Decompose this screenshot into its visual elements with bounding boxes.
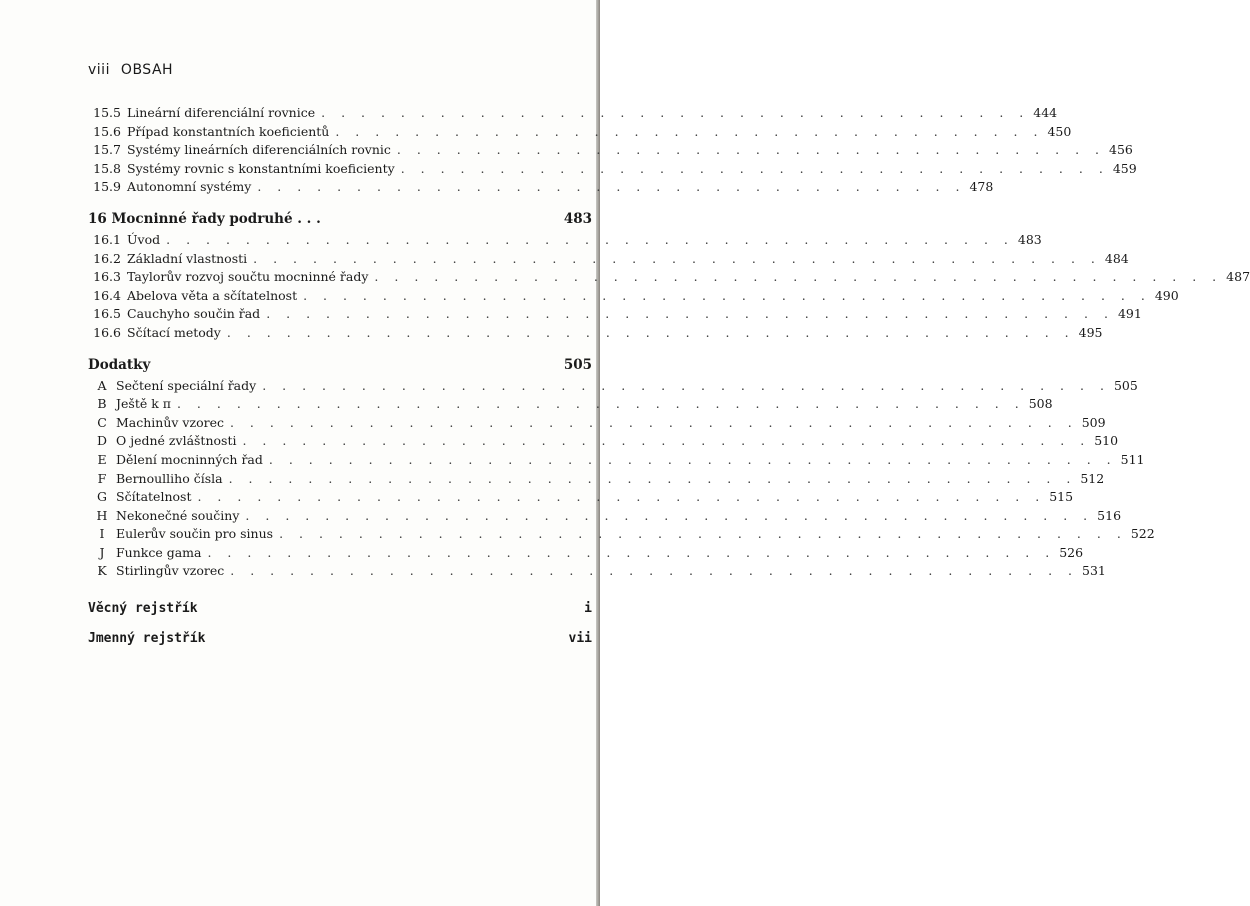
entry-title: Abelova věta a sčítatelnost bbox=[127, 287, 298, 303]
toc-entry bbox=[88, 544, 1084, 563]
entry-page: 512 bbox=[1080, 470, 1105, 486]
name-index-entry bbox=[88, 631, 592, 651]
entry-title: Cauchyho součin řad bbox=[127, 306, 261, 322]
toc-entry bbox=[88, 178, 994, 197]
toc-entry bbox=[88, 377, 1138, 396]
chapter-title: 16 Mocninné řady podruhé . . . bbox=[88, 210, 321, 227]
toc-entry bbox=[88, 488, 1074, 507]
toc-entry bbox=[88, 395, 1053, 414]
entry-page: 505 bbox=[1113, 377, 1138, 393]
leader-dots: . . . . . . . . . . . . . . . . . . . . . . . . . . . . . . . . . . . . . . . . . . . bbox=[226, 324, 1075, 340]
leader-dots: . . . . . . . . . . . . . . . . . . . . . . . . . . . . . . . . . . . . bbox=[321, 105, 1030, 120]
chapter-16-heading bbox=[88, 211, 592, 231]
entry-title: Dělení mocninných řad bbox=[116, 451, 263, 467]
leader-dots: . . . . . . . . . . . . . . . . . . . . . . . . . . . . . . . . . . . . . . . . . . . bbox=[266, 306, 1114, 322]
subject-index-entry bbox=[88, 601, 592, 621]
entry-title: Případ konstantních koeficientů bbox=[127, 123, 330, 139]
toc-entry bbox=[88, 432, 1119, 451]
entry-title: Lineární diferenciální rovnice bbox=[127, 105, 316, 120]
entry-number: 16.2 bbox=[93, 250, 121, 266]
entry-page: 511 bbox=[1120, 451, 1145, 467]
toc-entry bbox=[88, 104, 1058, 123]
chapter-title: Dodatky bbox=[88, 356, 151, 373]
entry-page: 490 bbox=[1154, 287, 1179, 303]
chapter-page: 483 bbox=[563, 210, 592, 227]
toc-entry bbox=[88, 470, 1105, 489]
leader-dots: . . . . . . . . . . . . . . . . . . . . . . . . . . . . . . . . . . . . . . . . . . . bbox=[228, 470, 1077, 486]
toc-entry bbox=[88, 451, 1145, 470]
spacer bbox=[88, 581, 592, 601]
toc-entry bbox=[88, 507, 1122, 526]
index-page: vii bbox=[568, 631, 592, 647]
leader-dots: . . . . . . . . . . . . . . . . . . . . . . . . . . . . . . . . . . . . bbox=[400, 160, 1109, 176]
leader-dots: . . . . . . . . . . . . . . . . . . . . . . . . . . . . . . . . . . . . . . . . . . . bbox=[229, 414, 1078, 430]
entry-page: 487 bbox=[1226, 269, 1250, 285]
entry-page: 531 bbox=[1082, 563, 1106, 579]
toc-entry bbox=[88, 123, 1072, 142]
entry-title: Autonomní systémy bbox=[127, 179, 252, 195]
entry-number: 15.7 bbox=[93, 142, 121, 158]
entry-title: Úvod bbox=[127, 231, 161, 247]
toc-entry bbox=[88, 160, 1137, 179]
entry-page: 456 bbox=[1109, 142, 1133, 158]
leader-dots: . . . . . . . . . . . . . . . . . . . . . . . . . . . . . . . . . . . . bbox=[257, 179, 966, 195]
leader-dots: . . . . . . . . . . . . . . . . . . . . . . . . . . . . . . . . . . . . . . . . . . . bbox=[166, 231, 1014, 247]
chapter-16-list bbox=[88, 231, 1250, 343]
toc-entry bbox=[88, 324, 1103, 343]
entry-title: Funkce gama bbox=[116, 544, 202, 560]
appendix-heading bbox=[88, 357, 592, 377]
entry-title: Eulerův součin pro sinus bbox=[116, 526, 274, 542]
entry-number: 16.6 bbox=[93, 324, 121, 340]
table-of-contents bbox=[88, 104, 1250, 651]
entry-title: Základní vlastnosti bbox=[127, 250, 248, 266]
entry-title: Nekonečné součiny bbox=[116, 507, 240, 523]
leader-dots: . . . . . . . . . . . . . . . . . . . . . . . . . . . . . . . . . . . . . . . . . . . bbox=[303, 287, 1151, 303]
index-page: i bbox=[584, 601, 592, 617]
header-page-number: viii bbox=[88, 62, 110, 78]
entry-number: 16.3 bbox=[93, 269, 121, 285]
index-title: Věcný rejstřík bbox=[88, 601, 198, 617]
entry-title: Stirlingův vzorec bbox=[116, 563, 225, 579]
toc-entry bbox=[88, 562, 1106, 581]
toc-entry bbox=[88, 141, 1133, 160]
leader-dots: . . . . . . . . . . . . . . . . . . . . . . . . . . . . . . . . . . . . . . . . . . . bbox=[268, 451, 1117, 467]
toc-entry bbox=[88, 250, 1129, 269]
toc-entry bbox=[88, 231, 1042, 250]
entry-number: G bbox=[97, 489, 107, 505]
leader-dots: . . . . . . . . . . . . . . . . . . . . . . . . . . . . . . . . . . . . bbox=[335, 123, 1044, 139]
leader-dots: . . . . . . . . . . . . . . . . . . . . . . . . . . . . . . . . . . . . . . . . . . . bbox=[245, 507, 1094, 523]
entry-page: 509 bbox=[1081, 414, 1106, 430]
entry-number: 16.5 bbox=[93, 306, 121, 322]
entry-number: E bbox=[97, 451, 107, 467]
toc-entry bbox=[88, 305, 1142, 324]
leader-dots: . . . . . . . . . . . . . . . . . . . . . . . . . . . . . . . . . . . . . . . . . . . bbox=[374, 269, 1223, 285]
entry-page: 495 bbox=[1078, 324, 1103, 340]
entry-page: 508 bbox=[1028, 396, 1053, 412]
entry-number: A bbox=[97, 377, 107, 393]
chapter-15-list bbox=[88, 104, 1137, 197]
entry-number: C bbox=[97, 414, 107, 430]
entry-page: 522 bbox=[1130, 526, 1155, 542]
entry-number: 15.6 bbox=[93, 123, 121, 139]
entry-title: O jedné zvláštnosti bbox=[116, 433, 237, 449]
leader-dots: . . . . . . . . . . . . . . . . . . . . . . . . . . . . . . . . . . . . . . . . . . . bbox=[253, 250, 1101, 266]
entry-number: 15.8 bbox=[93, 160, 121, 176]
entry-number: 15.5 bbox=[93, 105, 121, 120]
entry-title: Sečtení speciální řady bbox=[116, 377, 257, 393]
entry-title: Systémy rovnic s konstantními koeficienty bbox=[127, 160, 395, 176]
entry-title: Systémy lineárních diferenciálních rovnic bbox=[127, 142, 391, 158]
index-title: Jmenný rejstřík bbox=[88, 631, 206, 647]
entry-number: I bbox=[99, 526, 105, 542]
entry-page: 515 bbox=[1049, 489, 1074, 505]
toc-entry bbox=[88, 414, 1106, 433]
leader-dots: . . . . . . . . . . . . . . . . . . . . . . . . . . . . . . . . . . . . . . . . . . . bbox=[279, 526, 1127, 542]
leader-dots: . . . . . . . . . . . . . . . . . . . . . . . . . . . . . . . . . . . . . . . . . . . bbox=[242, 433, 1091, 449]
leader-dots: . . . . . . . . . . . . . . . . . . . . . . . . . . . . . . . . . . . . . . . . . . . bbox=[207, 544, 1056, 560]
leader-dots: . . . . . . . . . . . . . . . . . . . . . . . . . . . . . . . . . . . . . . . . . . . bbox=[262, 377, 1110, 393]
entry-page: 491 bbox=[1117, 306, 1142, 322]
entry-number: 16.4 bbox=[93, 287, 121, 303]
entry-number: B bbox=[97, 396, 107, 412]
entry-title: Machinův vzorec bbox=[116, 414, 224, 430]
entry-title: Sčítatelnost bbox=[116, 489, 192, 505]
entry-title: Sčítací metody bbox=[127, 324, 221, 340]
running-header bbox=[88, 62, 173, 78]
entry-number: 15.9 bbox=[93, 179, 121, 195]
entry-page: 483 bbox=[1017, 231, 1042, 247]
leader-dots: . . . . . . . . . . . . . . . . . . . . . . . . . . . . . . . . . . . . . . . . . . . bbox=[230, 563, 1078, 579]
entry-page: 478 bbox=[969, 179, 994, 195]
leader-dots: . . . . . . . . . . . . . . . . . . . . . . . . . . . . . . . . . . . . . . . . . . . bbox=[176, 396, 1025, 412]
toc-entry bbox=[88, 287, 1179, 306]
entry-title: Taylorův rozvoj součtu mocninné řady bbox=[127, 269, 369, 285]
leader-dots: . . . . . . . . . . . . . . . . . . . . . . . . . . . . . . . . . . . . . . . . . . . bbox=[197, 489, 1046, 505]
toc-entry bbox=[88, 268, 1250, 287]
entry-page: 450 bbox=[1047, 123, 1072, 139]
spacer bbox=[88, 621, 592, 631]
entry-title: Bernoulliho čísla bbox=[116, 470, 223, 486]
entry-page: 444 bbox=[1033, 105, 1058, 120]
entry-page: 510 bbox=[1094, 433, 1119, 449]
entry-number: D bbox=[96, 433, 108, 449]
entry-number: J bbox=[99, 544, 105, 560]
header-title: OBSAH bbox=[120, 62, 174, 78]
entry-page: 526 bbox=[1059, 544, 1084, 560]
chapter-page: 505 bbox=[563, 356, 592, 373]
entry-page: 516 bbox=[1097, 507, 1122, 523]
leader-dots: . . . . . . . . . . . . . . . . . . . . . . . . . . . . . . . . . . . . bbox=[396, 142, 1105, 158]
entry-page: 484 bbox=[1104, 250, 1129, 266]
toc-entry bbox=[88, 525, 1155, 544]
entry-number: F bbox=[97, 470, 107, 486]
appendix-list bbox=[88, 377, 1155, 582]
entry-page: 459 bbox=[1112, 160, 1137, 176]
entry-number: 16.1 bbox=[93, 231, 121, 247]
entry-number: K bbox=[97, 563, 107, 579]
entry-title: Ještě k π bbox=[116, 396, 171, 412]
entry-number: H bbox=[96, 507, 108, 523]
